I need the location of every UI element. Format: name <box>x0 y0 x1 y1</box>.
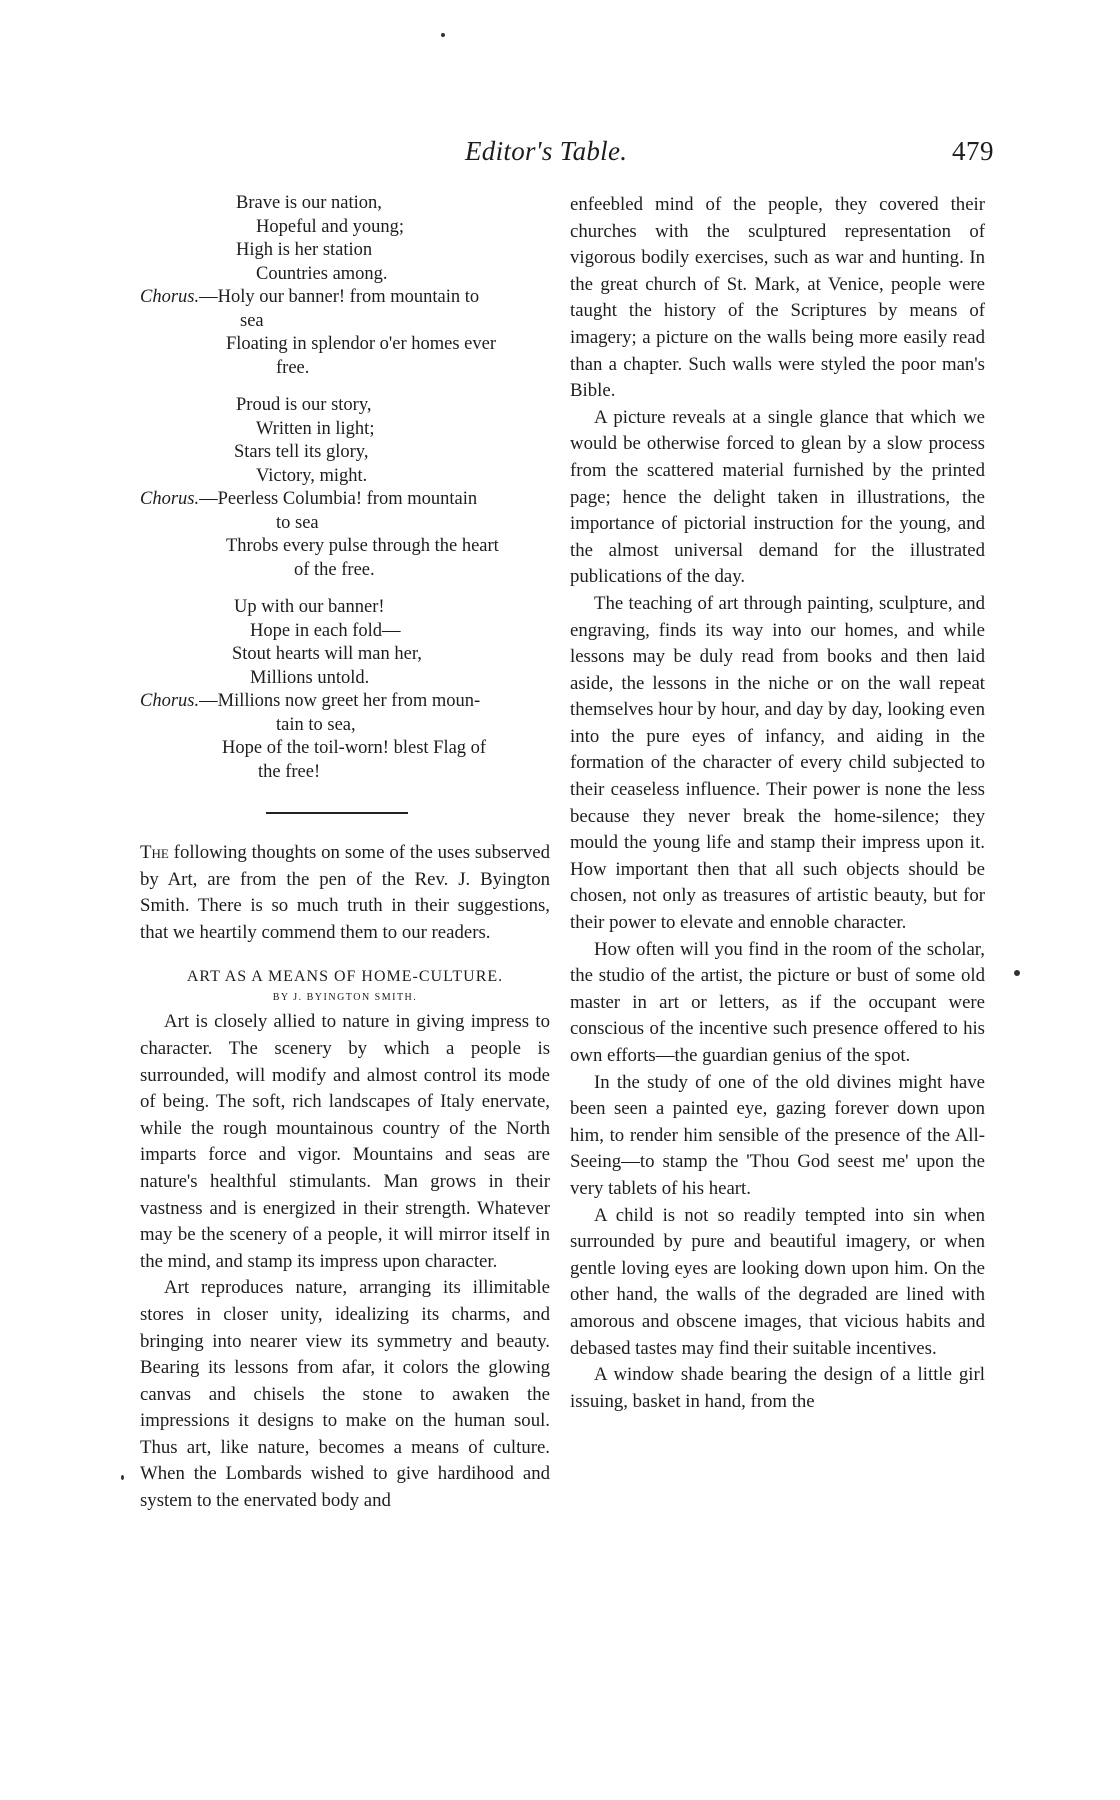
body-paragraph: The teaching of art through painting, sculpture, and engraving, finds its way into our homes, and while lessons may be duly read from books and then laid aside, the lessons in the niche or on the wall repeat themselves hour by hour, and day by day, looking even into the pure eyes of infancy, and aiding in the formation of the character of every child subjected to their ceaseless influence. Their power is none the less because they never break the home-silence; they mould the young life and stamp their impress upon it. How important then that all such objects should be chosen, not only as treasures of artistic beauty, but for their power to elevate and ennoble character. <box>570 592 985 934</box>
intro-paragraph <box>140 840 550 946</box>
chorus-label: Chorus. <box>140 287 200 307</box>
poem <box>140 192 550 784</box>
body-paragraph: Art is closely allied to nature in giving impress to character. The scenery by which a people is surrounded, will modify and almost control its mode of being. The soft, rich landscapes of Italy enervate, while the rough mountainous country of the North imparts force and vigor. Mountains and seas are nature's healthful stimulants. Man grows in their vastness and is energized in their strength. Whatever may be the scenery of a people, it will mirror itself in the mind, and stamp its impress upon character. <box>140 1011 550 1272</box>
chorus-line <box>140 286 550 310</box>
right-column <box>570 192 985 1415</box>
left-paragraphs <box>140 1009 550 1514</box>
poem-line: Stout hearts will man her, <box>232 644 422 664</box>
poem-line: Written in light; <box>256 418 375 439</box>
poem-line: Brave is our nation, <box>236 193 382 213</box>
left-column <box>140 192 550 1515</box>
chorus-line: of the free. <box>294 559 375 580</box>
stanza-gap <box>140 380 550 394</box>
page-number: 479 <box>952 136 994 166</box>
chorus-line <box>140 488 550 512</box>
running-title: Editor's Table. <box>465 136 628 166</box>
body-paragraph: A picture reveals at a single glance that which we would be otherwise forced to glean by a slow process from the scattered material furnished by the printed page; hence the delight taken in illustrations, the importance of pictorial instruction for the young, and the almost universal demand for the illustrated publications of the day. <box>570 406 985 588</box>
chorus-line: Throbs every pulse through the heart <box>226 536 499 556</box>
poem-line: Millions untold. <box>250 667 370 688</box>
body-paragraph: Art reproduces nature, arranging its illimitable stores in closer unity, idealizing its charms, and bringing into nearer view its symmetry and beauty. Bearing its lessons from afar, it colors the glowing canvas and chisels the stone to awaken the impressions it designs to make on the human soul. Thus art, like nature, becomes a means of culture. When the Lombards wished to give hardihood and system to the enervated body and <box>140 1277 550 1512</box>
chorus-line: Hope of the toil-worn! blest Flag of <box>222 738 487 758</box>
poem-line: Countries among. <box>256 263 388 284</box>
body-paragraph: A child is not so readily tempted into sin when surrounded by pure and beautiful imagery, or when gentle loving eyes are looking down upon him. On the other hand, the walls of the degraded are lined with amorous and obscene images, that vicious habits and debased tastes may find their suitable incentives. <box>570 1204 985 1359</box>
ink-speck <box>441 33 445 37</box>
chorus-text: —Holy our banner! from mountain to <box>199 287 480 307</box>
chorus-line: sea <box>240 310 264 331</box>
poem-line: Hope in each fold— <box>250 620 401 641</box>
article-byline: BY J. BYINGTON SMITH. <box>272 992 418 1004</box>
continued-paragraph: enfeebled mind of the people, they covered their churches with the sculptured representation of vigorous bodily exercises, such as war and hunting. In the great church of St. Mark, at Venice, people were taught the history of the Scriptures by means of imagery; a picture on the walls being more easily read than a chapter. Such walls were styled the poor man's Bible. <box>570 194 985 402</box>
poem-line: High is her station <box>236 240 373 260</box>
article-title: ART AS A MEANS OF HOME-CULTURE. <box>186 968 504 986</box>
chorus-label: Chorus. <box>140 489 200 509</box>
intro-lead: The <box>140 842 169 863</box>
chorus-line: Floating in splendor o'er homes ever <box>226 334 496 354</box>
section-divider <box>266 812 408 814</box>
chorus-line <box>140 690 550 714</box>
chorus-label: Chorus. <box>140 691 200 711</box>
ink-speck <box>121 1475 124 1480</box>
ink-speck <box>1014 970 1020 976</box>
poem-line: Victory, might. <box>256 465 368 486</box>
poem-line: Stars tell its glory, <box>234 442 369 462</box>
chorus-line: free. <box>276 357 310 378</box>
body-paragraph: How often will you find in the room of the scholar, the studio of the artist, the picture or bust of some old master in art or letters, as if the occupant were conscious of the incentive such presence offered to his own efforts—the guardian genius of the spot. <box>570 938 985 1066</box>
stanza-gap <box>140 582 550 596</box>
body-paragraph: In the study of one of the old divines might have been seen a painted eye, gazing forever down upon him, to render him sensible of the presence of the All-Seeing—to stamp the 'Thou God seest me' upon the very tablets of his heart. <box>570 1071 985 1199</box>
poem-line: Hopeful and young; <box>256 216 404 237</box>
body-paragraph: A window shade bearing the design of a little girl issuing, basket in hand, from the <box>570 1364 985 1412</box>
chorus-line: to sea <box>276 512 319 533</box>
chorus-text: —Peerless Columbia! from mountain <box>199 489 478 509</box>
intro-text: following thoughts on some of the uses subserved by Art, are from the pen of the Rev. J. Byington Smith. There is so much truth in their suggestions, that we heartily commend them to our readers. <box>140 842 550 943</box>
poem-line: Up with our banner! <box>234 597 385 617</box>
chorus-text: —Millions now greet her from moun- <box>199 691 481 711</box>
poem-line: Proud is our story, <box>236 395 372 415</box>
chorus-line: tain to sea, <box>276 714 356 735</box>
chorus-line: the free! <box>258 761 321 782</box>
right-paragraphs <box>570 405 985 1416</box>
